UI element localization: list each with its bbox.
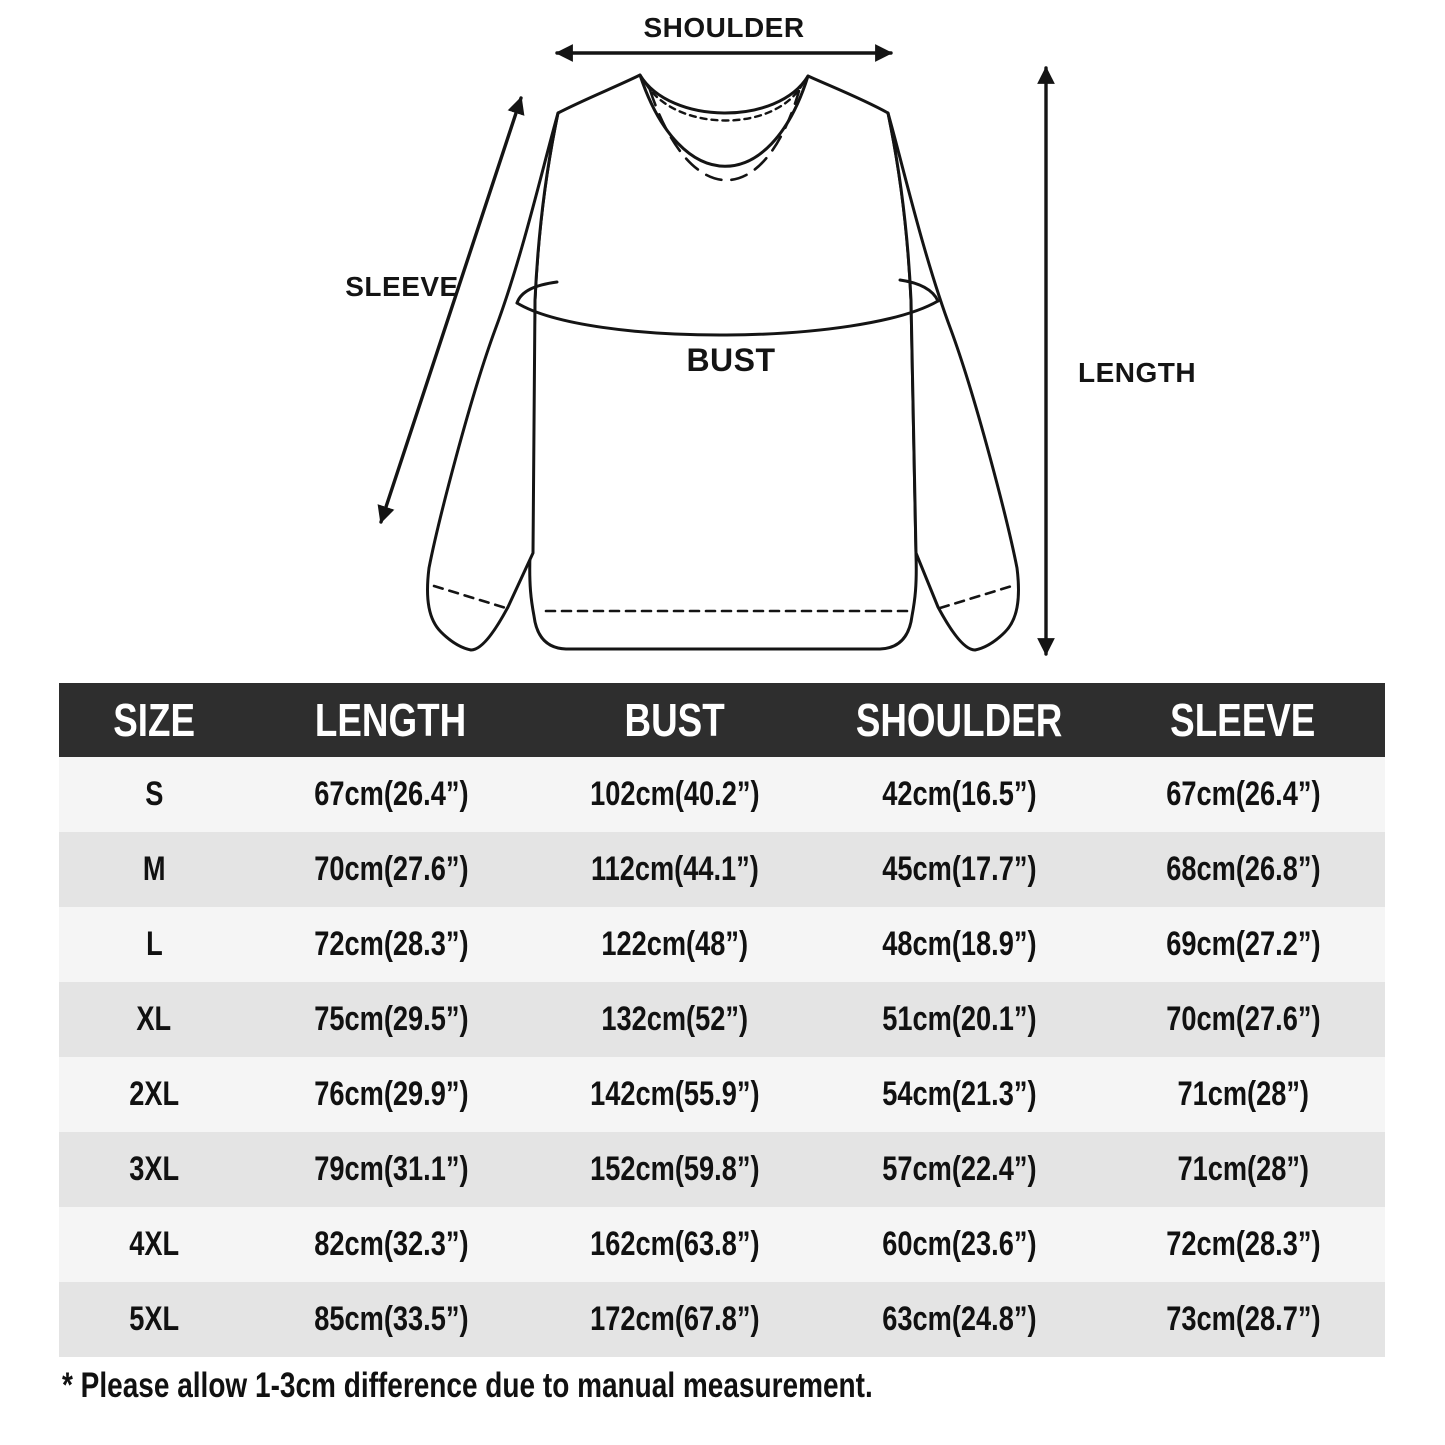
cell: 132cm(52”)	[601, 1000, 749, 1038]
cell: 152cm(59.8”)	[590, 1150, 760, 1188]
cell: 69cm(27.2”)	[1165, 925, 1321, 963]
cell: 162cm(63.8”)	[590, 1225, 760, 1263]
cell: 76cm(29.9”)	[313, 1075, 469, 1113]
cell: 67cm(26.4”)	[313, 775, 469, 813]
table-row	[59, 1207, 1385, 1282]
cell: 72cm(28.3”)	[1165, 1225, 1321, 1263]
table-row	[59, 982, 1385, 1057]
cell: 45cm(17.7”)	[881, 850, 1037, 888]
cell: 4XL	[129, 1225, 179, 1263]
size-table	[59, 683, 1385, 1357]
measurement-note-text: * Please allow 1-3cm difference due to manual measurement.	[62, 1366, 873, 1405]
cell: M	[142, 850, 166, 888]
cell: 71cm(28”)	[1177, 1075, 1309, 1113]
shoulder-label: SHOULDER	[643, 12, 805, 43]
cell: XL	[136, 1000, 172, 1038]
cell: 172cm(67.8”)	[590, 1300, 760, 1338]
sleeve-label: SLEEVE	[345, 271, 459, 302]
cell: S	[144, 775, 164, 813]
cell: 5XL	[129, 1300, 179, 1338]
garment-measurement-diagram	[0, 0, 1445, 690]
table-body	[59, 757, 1385, 1357]
cell: 112cm(44.1”)	[591, 850, 759, 888]
table-row	[59, 757, 1385, 832]
length-label: LENGTH	[1078, 357, 1197, 388]
measurement-note	[62, 1366, 1075, 1406]
cell: 60cm(23.6”)	[881, 1225, 1037, 1263]
header-cell: SLEEVE	[1170, 694, 1316, 746]
cell: 82cm(32.3”)	[313, 1225, 469, 1263]
cell: 57cm(22.4”)	[881, 1150, 1037, 1188]
cell: 75cm(29.5”)	[313, 1000, 469, 1038]
table-header-row	[59, 683, 1385, 757]
table-row	[59, 907, 1385, 982]
table-row	[59, 1132, 1385, 1207]
cell: 73cm(28.7”)	[1165, 1300, 1321, 1338]
header-cell: BUST	[624, 694, 726, 746]
cell: 70cm(27.6”)	[1165, 1000, 1321, 1038]
cell: 67cm(26.4”)	[1165, 775, 1321, 813]
cell: 79cm(31.1”)	[313, 1150, 469, 1188]
cell: 122cm(48”)	[601, 925, 749, 963]
header-cell: SIZE	[113, 694, 195, 746]
bust-label: BUST	[686, 342, 776, 378]
cell: L	[145, 925, 163, 963]
cell: 72cm(28.3”)	[313, 925, 469, 963]
cell: 3XL	[129, 1150, 179, 1188]
table-row	[59, 1057, 1385, 1132]
table-row	[59, 1282, 1385, 1357]
cell: 70cm(27.6”)	[313, 850, 469, 888]
cell: 68cm(26.8”)	[1165, 850, 1321, 888]
header-cell: LENGTH	[315, 694, 467, 746]
cell: 63cm(24.8”)	[881, 1300, 1037, 1338]
cell: 51cm(20.1”)	[881, 1000, 1037, 1038]
cell: 102cm(40.2”)	[590, 775, 760, 813]
cell: 71cm(28”)	[1177, 1150, 1309, 1188]
header-cell: SHOULDER	[855, 694, 1063, 746]
cell: 85cm(33.5”)	[313, 1300, 469, 1338]
cell: 2XL	[129, 1075, 179, 1113]
cell: 54cm(21.3”)	[881, 1075, 1037, 1113]
cell: 42cm(16.5”)	[881, 775, 1037, 813]
cell: 48cm(18.9”)	[881, 925, 1037, 963]
cell: 142cm(55.9”)	[590, 1075, 760, 1113]
table-row	[59, 832, 1385, 907]
